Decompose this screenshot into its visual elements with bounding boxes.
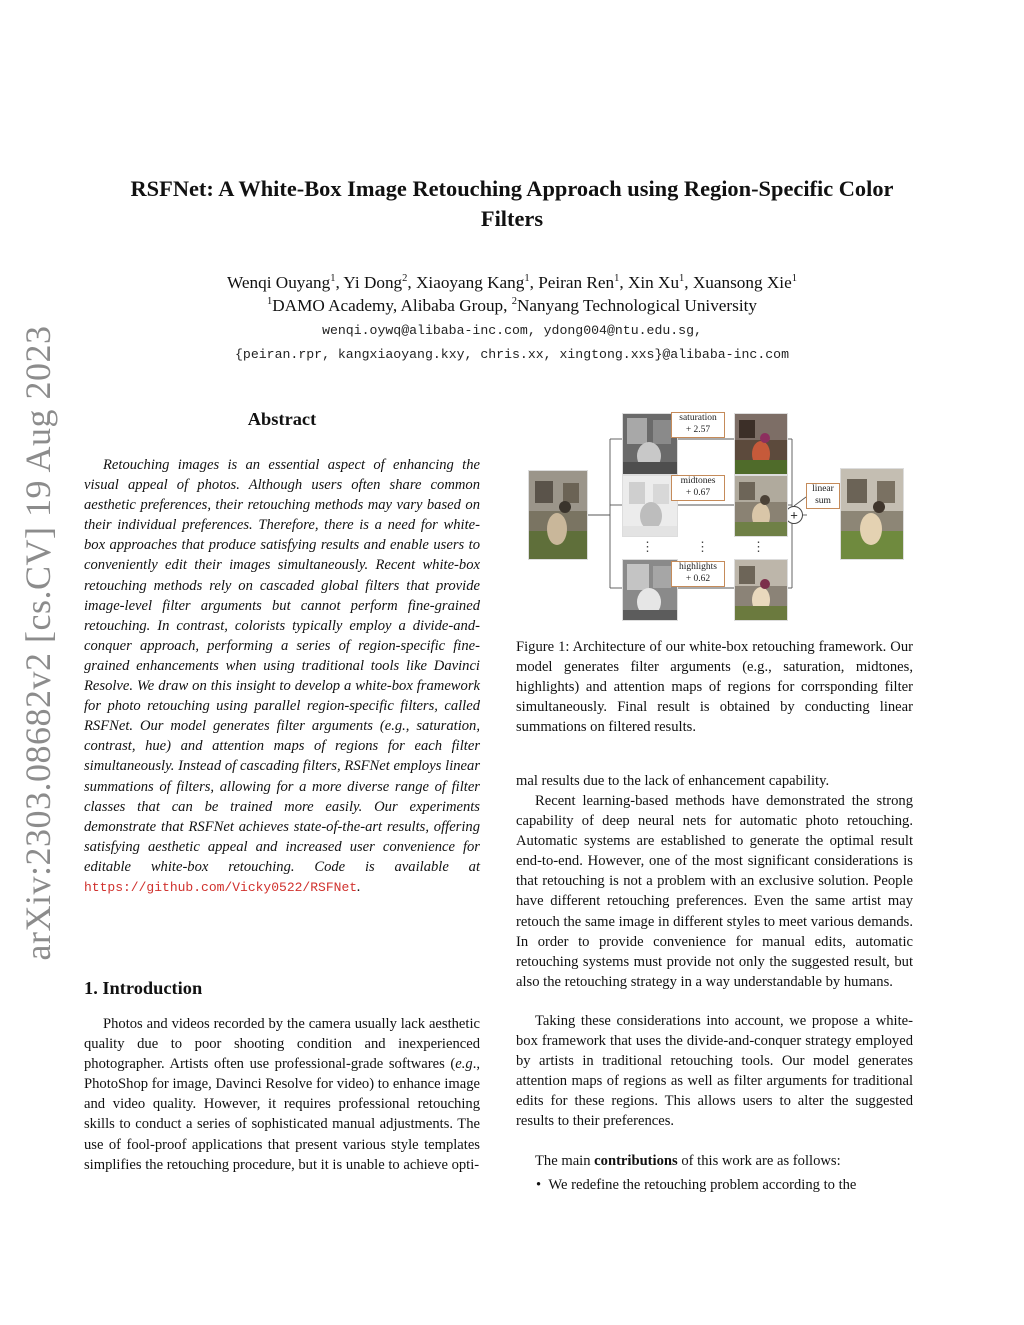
code-link[interactable]: https://github.com/Vicky0522/RSFNet (84, 879, 358, 895)
contrib-bold: contributions (594, 1153, 678, 1169)
plus-symbol: + (790, 507, 798, 523)
abstract-text: Retouching images is an essential aspect of enhancing the visual appeal of photos. Although users often share common aesthetic preferences, their retouching methods may vary based on their individual preferences. Therefore, there is a need for white-box approaches that produce satisfying results and enable users to conveniently edit their images simultaneously. Recent white-box retouching methods rely on cascaded global filters that provide image-level filter arguments but cannot perform fine-grained retouching. In contrast, colorists typically employ a divide-and-conquer approach, performing a series of region-specific fine-grained enhancements when using traditional tools like Davinci Resolve. We draw on this insight to develop a white-box framework for photo retouching using parallel region-specific filters, called RSFNet. Our model generates filter arguments (e.g., saturation, contrast, hue) and attention maps of regions for each filter simultaneously. Instead of cascading filters, RSFNet employs linear summations of filters, allowing for a more diverse range of filter classes that can be trained more easily. Our experiments demonstrate that RSFNet achieves state-of-the-art results, offering satisfying aesthetic appeal and increased user convenience for editable white-box retouching. Code is available at (84, 457, 480, 875)
author-name: Xiaoyang Kang (416, 273, 525, 292)
attention-map-midtones (622, 475, 678, 537)
abstract-body (84, 455, 480, 898)
author-affil: 1 (524, 273, 530, 284)
filtered-midtones (734, 475, 788, 537)
filter-name: midtones (680, 476, 716, 486)
affil-num: 2 (511, 296, 517, 307)
attention-map-highlights (622, 559, 678, 621)
author-name: Xin Xu (627, 273, 680, 292)
intro-eg: e.g (455, 1056, 473, 1073)
right-col-p2: Taking these considerations into account, we propose a white-box framework that uses the divide-and-conquer strategy employed by artists in traditional retouching tools. Our model generates attention maps of regions as well as filter arguments for traditional edits for these regions. This allows users to alter the suggested results to their preferences. (516, 1013, 913, 1130)
right-col-p3 (516, 1151, 913, 1171)
bullet-text: We redefine the retouching problem according to the (548, 1177, 857, 1193)
contrib-text-2: of this work are as follows: (677, 1153, 841, 1169)
vertical-ellipsis: ⋮ (696, 539, 709, 554)
figure-1 (522, 405, 918, 627)
author-name: Wenqi Ouyang (227, 273, 331, 292)
email-line-1: wenqi.oywq@alibaba-inc.com, ydong004@ntu.edu.sg, (322, 323, 702, 338)
author-affil: 2 (402, 273, 408, 284)
abstract-end: . (357, 878, 361, 895)
author-name: Yi Dong (343, 273, 403, 292)
intro-paragraph (84, 1014, 480, 1175)
author-affil: 1 (330, 273, 336, 284)
filter-value: + 0.62 (685, 573, 711, 584)
output-photo (840, 468, 904, 560)
affiliations (60, 294, 964, 317)
author-name: Xuansong Xie (692, 273, 792, 292)
vertical-ellipsis: ⋮ (641, 539, 654, 554)
filter-box-midtones[interactable] (671, 475, 725, 501)
bullet-mark: • (536, 1177, 542, 1193)
affil-num: 1 (267, 296, 273, 307)
filter-box-highlights[interactable] (671, 561, 725, 587)
linear-sum-label-2: sum (815, 495, 831, 506)
email-line-2: {peiran.rpr, kangxiaoyang.kxy, chris.xx, xingtong.xxs}@alibaba-inc.com (235, 347, 789, 362)
author-affil: 1 (679, 273, 685, 284)
filter-value: + 0.67 (685, 487, 711, 498)
linear-sum-box (806, 483, 840, 509)
vertical-ellipsis: ⋮ (752, 539, 765, 554)
linear-sum-label-1: linear (812, 484, 834, 494)
paper-title (60, 174, 964, 234)
filter-name: saturation (679, 413, 717, 423)
intro-text: Photos and videos recorded by the camera usually lack aesthetic quality due to poor shooting condition and inexperienced photographer. Artists often use professional-grade softwares ( (84, 1016, 480, 1073)
author-affil: 1 (614, 273, 620, 284)
intro-text-2: ., PhotoShop for image, Davinci Resolve for video) to enhance image and video quality. However, it requires professional retouching skills to conduct a series of sophisticated manual adjustments. The use of fool-proof applications that present various style templates simplifies the retouching procedure, but it is unable to achieve opti- (84, 1056, 480, 1173)
input-photo (528, 470, 588, 560)
affil-2: Nanyang Technological University (516, 296, 757, 315)
arxiv-stamp: arXiv:2303.08682v2 [cs.CV] 19 Aug 2023 (18, 325, 58, 961)
filtered-highlights (734, 559, 788, 621)
filter-box-saturation[interactable] (671, 412, 725, 438)
abstract-heading: Abstract (247, 409, 317, 429)
filtered-saturation (734, 413, 788, 475)
right-col-p1: Recent learning-based methods have demonstrated the strong capability of deep neural nets for automatic photo retouching. Automatic systems are established to generate the optimal result end-to-end. However, one of the most significant considerations is that retouching is not a problem with an exclusive solution. People have different retouching preferences. Even the same artist may retouch the same image in different styles to meet various demands. In order to provide convenience for manual edits, automatic retouching systems must provide not only the suggested result, but also the retouching strategy in a way understandable by humans. (516, 793, 913, 990)
author-list: Wenqi Ouyang$^1$, Yi Dong$^2$, Xiaoyang Kang$^1$, Peiran Ren$^1$, Xin Xu$^1$, Xuansong Xie$^1$ (227, 273, 797, 292)
title-line-1: RSFNet: A White-Box Image Retouching Approach using Region-Specific Color (130, 176, 894, 201)
filter-name: highlights (678, 562, 717, 572)
right-col-p0: mal results due to the lack of enhancement capability. (516, 773, 830, 789)
author-affil: 1 (791, 273, 797, 284)
filter-value: + 2.57 (685, 424, 711, 435)
author-name: Peiran Ren (538, 273, 615, 292)
intro-heading: 1. Introduction (84, 978, 203, 998)
figure-caption: Figure 1: Architecture of our white-box retouching framework. Our model generates filter arguments (e.g., saturation, midtones, highlights) and attention maps of regions for corrsponding filter simultaneously. Final result is obtained by conducting linear summations on filtered results. (516, 639, 913, 736)
affil-1: DAMO Academy, Alibaba Group, (272, 296, 512, 315)
contrib-bullet (536, 1175, 913, 1195)
title-line-2: Filters (480, 206, 544, 231)
attention-map-saturation (622, 413, 678, 475)
contrib-text: The main (535, 1153, 595, 1169)
